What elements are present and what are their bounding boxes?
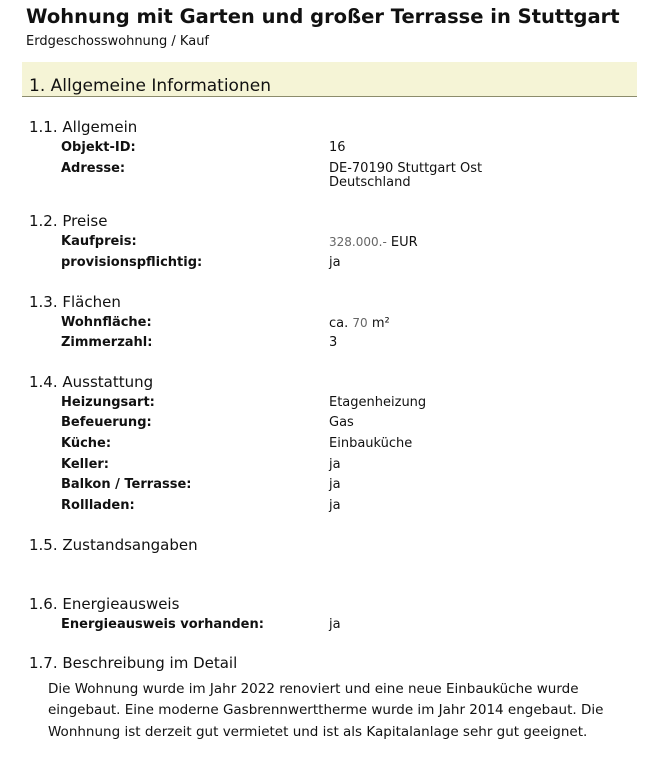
value-adresse-line1: DE-70190 Stuttgart Ost	[329, 161, 483, 176]
label-energieausweis-vorhanden: Energieausweis vorhanden:	[61, 617, 264, 632]
value-wohnflaeche	[329, 316, 390, 331]
label-adresse: Adresse:	[61, 161, 126, 176]
label-kueche: Küche:	[61, 436, 112, 451]
label-wohnflaeche: Wohnfläche:	[61, 315, 152, 330]
label-rollladen: Rollladen:	[61, 498, 135, 513]
page-title: Wohnung mit Garten und großer Terrasse in Stuttgart	[26, 5, 620, 28]
value-rollladen: ja	[329, 498, 341, 513]
heading-allgemein: 1.1. Allgemein	[29, 118, 138, 136]
value-heizungsart: Etagenheizung	[329, 395, 427, 410]
label-befeuerung: Befeuerung:	[61, 415, 152, 430]
label-keller: Keller:	[61, 457, 110, 472]
value-kueche: Einbauküche	[329, 436, 413, 451]
label-zimmerzahl: Zimmerzahl:	[61, 335, 153, 350]
label-kaufpreis: Kaufpreis:	[61, 234, 137, 249]
description-text: Die Wohnung wurde im Jahr 2022 renoviert und eine neue Einbauküche wurde eingebaut. Eine moderne Gasbrennwerttherme wurde im Jahr 2014 engebaut. Die Wonhnung ist derzeit gut vermietet und ist als Kapitalanlage sehr gut geeignet.	[48, 681, 604, 740]
label-objekt-id: Objekt-ID:	[61, 140, 136, 155]
value-keller: ja	[329, 457, 341, 472]
heading-beschreibung: 1.7. Beschreibung im Detail	[29, 654, 238, 672]
heading-zustandsangaben: 1.5. Zustandsangaben	[29, 536, 198, 554]
wohnflaeche-unit: m²	[371, 316, 390, 331]
value-provision: ja	[329, 255, 341, 270]
page-subtitle: Erdgeschosswohnung / Kauf	[26, 34, 210, 49]
heading-energieausweis: 1.6. Energieausweis	[29, 595, 180, 613]
value-balkon-terrasse: ja	[329, 477, 341, 492]
wohnflaeche-number: 70	[352, 316, 368, 330]
kaufpreis-currency: EUR	[390, 235, 418, 250]
value-adresse-line2: Deutschland	[329, 175, 411, 190]
label-heizungsart: Heizungsart:	[61, 395, 155, 410]
value-kaufpreis	[329, 235, 418, 250]
value-zimmerzahl: 3	[329, 335, 338, 350]
value-energieausweis-vorhanden: ja	[329, 617, 341, 632]
wohnflaeche-prefix: ca.	[329, 316, 349, 331]
value-objekt-id: 16	[329, 140, 346, 155]
kaufpreis-amount: 328.000.-	[329, 235, 387, 249]
heading-ausstattung: 1.4. Ausstattung	[29, 373, 154, 391]
heading-flaechen: 1.3. Flächen	[29, 293, 121, 311]
label-provision: provisionspflichtig:	[61, 255, 203, 270]
section-title: 1. Allgemeine Informationen	[29, 76, 271, 96]
heading-preise: 1.2. Preise	[29, 212, 108, 230]
value-befeuerung: Gas	[329, 415, 354, 430]
label-balkon-terrasse: Balkon / Terrasse:	[61, 477, 192, 492]
